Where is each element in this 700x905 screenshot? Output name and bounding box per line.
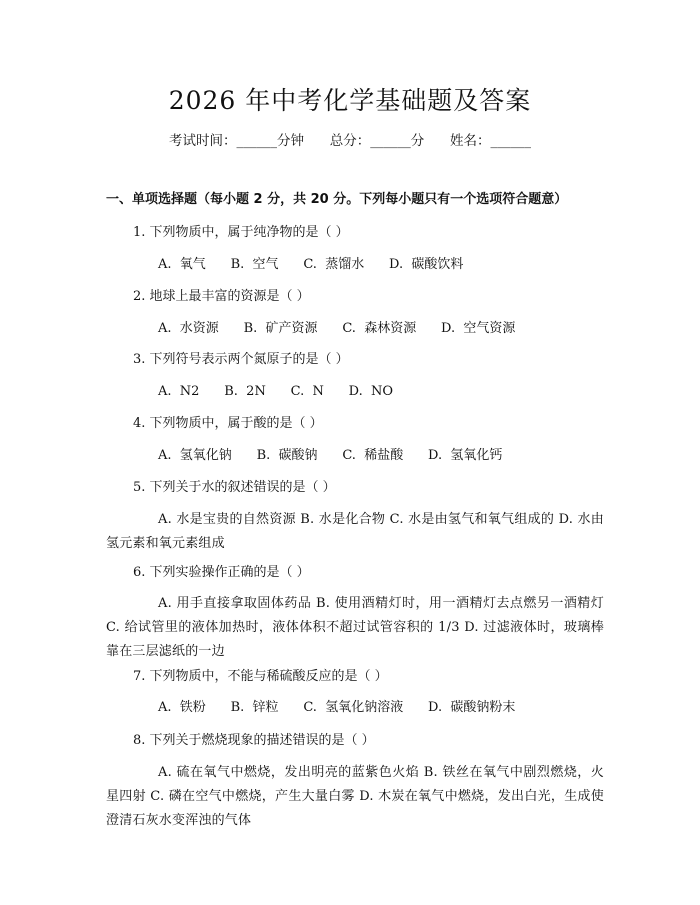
question-1-options: A. 氧气 B. 空气 C. 蒸馏水 D. 碳酸饮料	[158, 257, 464, 272]
page-title: 2026 年中考化学基础题及答案	[168, 86, 532, 115]
question-5-options: A. 水是宝贵的自然资源 B. 水是化合物 C. 水是由氢气和氧气组成的 D. 水由氢元素和氧元素组成	[106, 512, 604, 551]
question-8-stem: 8. 下列关于燃烧现象的描述错误的是（ ）	[133, 733, 375, 748]
question-4-options: A. 氢氧化钠 B. 碳酸钠 C. 稀盐酸 D. 氢氧化钙	[158, 448, 503, 463]
question-5-stem: 5. 下列关于水的叙述错误的是（ ）	[133, 480, 336, 495]
question-3-options: A. N2 B. 2N C. N D. NO	[158, 384, 394, 399]
question-7-stem: 7. 下列物质中，不能与稀硫酸反应的是（ ）	[133, 669, 388, 684]
question-4-stem: 4. 下列物质中，属于酸的是（ ）	[133, 416, 323, 431]
question-8-options: A. 硫在氧气中燃烧，发出明亮的蓝紫色火焰 B. 铁丝在氧气中剧烈燃烧，火星四射 C. 磷在空气中燃烧，产生大量白雾 D. 木炭在氧气中燃烧，发出白光，生成使澄清石灰水变浑浊的气体	[106, 765, 604, 828]
question-1-stem: 1. 下列物质中，属于纯净物的是（ ）	[133, 225, 349, 240]
question-2-options: A. 水资源 B. 矿产资源 C. 森林资源 D. 空气资源	[158, 321, 516, 336]
section-heading: 一、单项选择题（每小题 2 分，共 20 分。下列每小题只有一个选项符合题意）	[106, 192, 568, 207]
question-3-stem: 3. 下列符号表示两个氮原子的是（ ）	[133, 352, 349, 367]
exam-info-line: 考试时间：______分钟 总分：______分 姓名：______	[169, 133, 531, 149]
question-2-stem: 2. 地球上最丰富的资源是（ ）	[133, 289, 310, 304]
question-7-options: A. 铁粉 B. 锌粒 C. 氢氧化钠溶液 D. 碳酸钠粉末	[158, 700, 516, 715]
question-6-stem: 6. 下列实验操作正确的是（ ）	[133, 565, 310, 580]
question-6-options: A. 用手直接拿取固体药品 B. 使用酒精灯时，用一酒精灯去点燃另一酒精灯 C. 给试管里的液体加热时，液体体积不超过试管容积的 1/3 D. 过滤液体时，玻璃棒靠在三层滤纸的一边	[106, 596, 604, 659]
